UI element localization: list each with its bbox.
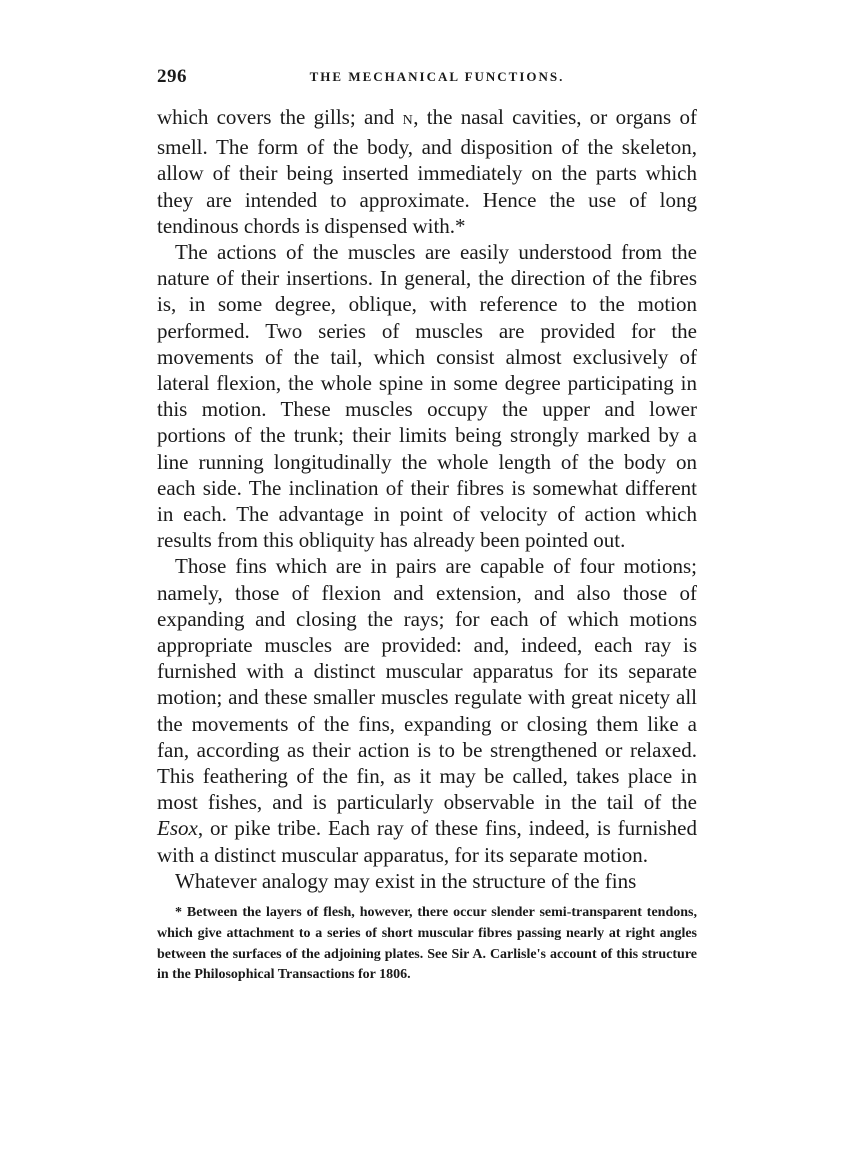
- genus-name: Esox: [157, 816, 198, 841]
- letter-n-reference: N: [402, 113, 414, 128]
- paragraph-3: [157, 553, 697, 867]
- running-head: THE MECHANICAL FUNCTIONS.: [309, 69, 565, 84]
- footnote: * Between the layers of flesh, however, there occur slender semi-transparent tendons, which give attachment to a series of short muscular fibres passing nearly at right angles between the surfaces of the adjoining plates. See Sir A. Carlisle's account of this structure in the Philosophical Transactions for 1806.: [157, 905, 697, 983]
- page-header: [157, 62, 697, 92]
- paragraph-1: [157, 104, 697, 239]
- page-number: 296: [157, 66, 187, 87]
- paragraph-1-start: which covers the gills; and: [157, 105, 403, 129]
- paragraph-3-start: Those fins which are in pairs are capable of four motions; namely, those of flexion and extension, and also those of expanding and closing the rays; for each of which motions appropriate muscles are provided: and, indeed, each ray is furnished with a distinct muscular apparatus for its separate motion; and these smaller muscles regulate with great nicety all the movements of the fins, expanding or closing them like a fan, according as their action is to be strengthened or relaxed. This feathering of the fin, as it may be called, takes place in most fishes, and is particularly observable in the tail of the: [157, 554, 697, 815]
- paragraph-2: The actions of the muscles are easily understood from the nature of their insertions. In general, the direction of the fibres is, in some degree, oblique, with reference to the motion performed. Two series of muscles are provided for the movements of the tail, which consist almost exclusively of lateral flexion, the whole spine in some degree participating in this motion. These muscles occupy the upper and lower portions of the trunk; their limits being strongly marked by a line running longitudinally the whole length of the body on each side. The inclination of their fibres is somewhat different in each. The advantage in point of velocity of action which results from this obliquity has already been pointed out.: [157, 240, 697, 553]
- paragraph-3-end: , or pike tribe. Each ray of these fins, indeed, is furnished with a distinct muscular apparatus, for its separate motion.: [157, 816, 697, 867]
- book-page: [157, 62, 697, 986]
- paragraph-4: Whatever analogy may exist in the structure of the fins: [175, 868, 637, 893]
- paragraph-1-end: , the nasal cavities, or organs of smell. The form of the body, and disposition of the skeleton, allow of their being inserted immediately on the parts which they are intended to approximate. Hence the use of long tendinous chords is dispensed with.*: [157, 105, 697, 238]
- body-text: [157, 104, 697, 894]
